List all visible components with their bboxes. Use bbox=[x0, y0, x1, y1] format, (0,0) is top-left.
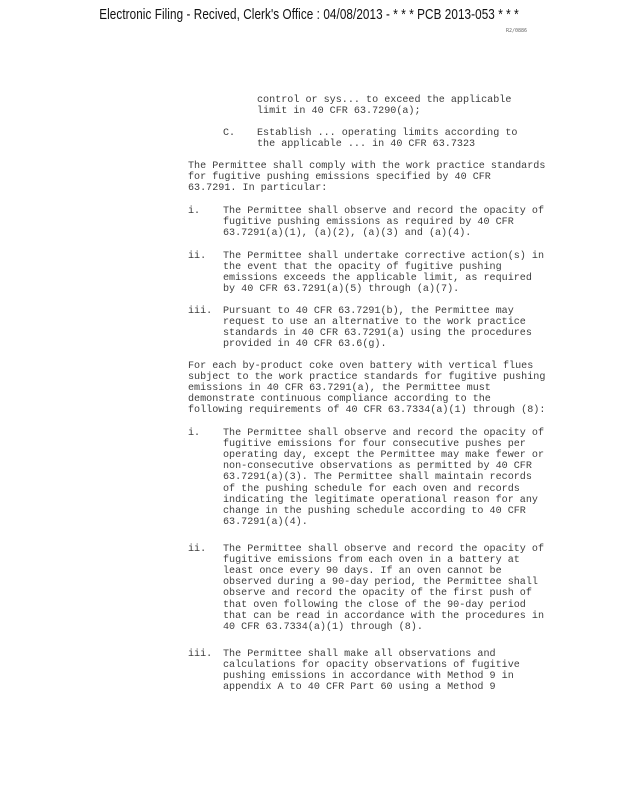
text-line: The Permittee shall comply with the work practice standards bbox=[188, 161, 546, 172]
text-line: for fugitive pushing emissions specified by 40 CFR bbox=[188, 172, 491, 184]
text-line: that can be read in accordance with the procedures in bbox=[223, 610, 545, 622]
text-line: observed during a 90-day period, the Permittee shall bbox=[223, 577, 538, 589]
text-line: The Permittee shall observe and record the opacity of bbox=[223, 428, 545, 439]
text-line: change in the pushing schedule according to 40 CFR bbox=[223, 505, 526, 517]
text-line: operating day, except the Permittee may make fewer or bbox=[223, 450, 545, 462]
text-line: calculations for opacity observations of fugitive bbox=[223, 660, 520, 672]
text-line: non-consecutive observations as permitted by 40 CFR bbox=[223, 461, 532, 473]
list-marker: iii. bbox=[188, 306, 213, 317]
text-line: emissions in 40 CFR 63.7291(a), the Permittee must bbox=[188, 383, 491, 395]
text-line: control or sys... to exceed the applicable bbox=[257, 95, 512, 106]
list-marker: ii. bbox=[188, 544, 207, 555]
list-marker: C. bbox=[223, 128, 236, 139]
text-line: emissions exceeds the applicable limit, as required bbox=[223, 273, 532, 285]
text-line: provided in 40 CFR 63.6(g). bbox=[223, 339, 387, 351]
text-line: least once every 90 days. If an oven cannot be bbox=[223, 566, 502, 578]
text-line: following requirements of 40 CFR 63.7334(a)(1) through (8): bbox=[188, 405, 546, 417]
list-marker: i. bbox=[188, 206, 201, 217]
text-line: 63.7291(a)(4). bbox=[223, 516, 308, 528]
list-marker: ii. bbox=[188, 251, 207, 262]
text-line: Establish ... operating limits according to bbox=[257, 128, 518, 139]
text-line: The Permittee shall undertake corrective action(s) in bbox=[223, 251, 545, 262]
text-line: 63.7291(a)(3). The Permittee shall maintain records bbox=[223, 472, 532, 484]
list-marker: i. bbox=[188, 428, 201, 439]
list-marker: iii. bbox=[188, 649, 213, 660]
text-line: pushing emissions in accordance with Method 9 in bbox=[223, 671, 514, 683]
text-line: that oven following the close of the 90-day period bbox=[223, 599, 526, 611]
text-line: standards in 40 CFR 63.7291(a) using the procedures bbox=[223, 328, 532, 340]
text-line: observe and record the opacity of the first push of bbox=[223, 588, 532, 600]
text-line: 63.7291. In particular: bbox=[188, 183, 328, 195]
text-line: fugitive pushing emissions as required by 40 CFR bbox=[223, 217, 514, 229]
text-line: subject to the work practice standards for fugitive pushing bbox=[188, 372, 546, 384]
text-line: Pursuant to 40 CFR 63.7291(b), the Permittee may bbox=[223, 306, 514, 317]
text-line: indicating the legitimate operational reason for any bbox=[223, 494, 538, 506]
page-stamp: R2/0886 bbox=[506, 28, 528, 34]
electronic-filing-header: Electronic Filing - Recived, Clerk's Office : 04/08/2013 - * * * PCB 2013-053 * * * bbox=[99, 6, 519, 23]
text-line: 63.7291(a)(1), (a)(2), (a)(3) and (a)(4). bbox=[223, 228, 472, 240]
text-line: appendix A to 40 CFR Part 60 using a Method 9 bbox=[223, 682, 496, 694]
text-line: fugitive emissions for four consecutive pushes per bbox=[223, 439, 526, 451]
text-line: the event that the opacity of fugitive pushing bbox=[223, 262, 502, 274]
text-line: The Permittee shall observe and record the opacity of bbox=[223, 544, 545, 555]
text-line: fugitive emissions from each oven in a battery at bbox=[223, 555, 520, 567]
text-line: by 40 CFR 63.7291(a)(5) through (a)(7). bbox=[223, 284, 460, 296]
text-line: The Permittee shall make all observations and bbox=[223, 649, 496, 660]
text-line: For each by-product coke oven battery with vertical flues bbox=[188, 361, 534, 372]
text-line: request to use an alternative to the work practice bbox=[223, 317, 526, 329]
text-line: limit in 40 CFR 63.7290(a); bbox=[257, 106, 421, 118]
text-line: 40 CFR 63.7334(a)(1) through (8). bbox=[223, 621, 423, 633]
text-line: the applicable ... in 40 CFR 63.7323 bbox=[257, 139, 476, 151]
text-line: of the pushing schedule for each oven and records bbox=[223, 483, 520, 495]
text-line: demonstrate continuous compliance according to the bbox=[188, 394, 491, 406]
text-line: The Permittee shall observe and record the opacity of bbox=[223, 206, 545, 217]
